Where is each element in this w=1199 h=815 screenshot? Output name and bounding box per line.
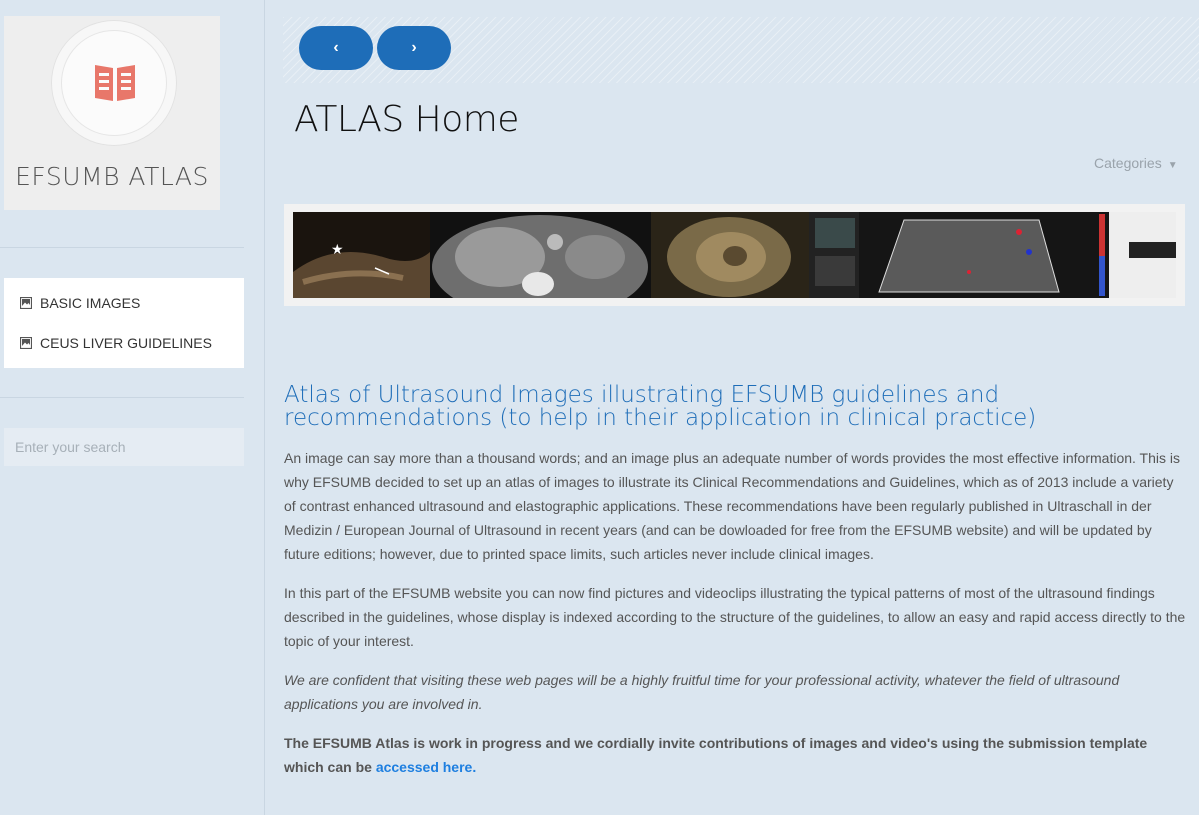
page-title: ATLAS Home [294,99,519,140]
top-nav-bar [283,17,1199,83]
banner [284,204,1185,306]
logo-title: EFSUMB ATLAS [15,162,209,191]
article-headline: Atlas of Ultrasound Images illustrating EFSUMB guidelines and recommendations (to help in their application in clinical practice) [284,382,1037,431]
logo-circle [51,20,177,146]
svg-text:★: ★ [331,241,344,257]
sidebar-item-ceus-liver-guidelines[interactable] [20,331,212,355]
ultrasound-image [293,212,430,298]
sidebar-item-label: BASIC IMAGES [40,295,141,311]
prev-button[interactable] [299,26,373,70]
caret-down-icon: ▼ [1167,160,1178,171]
sidebar-item-basic-images[interactable] [20,291,140,315]
accessed-here-link[interactable]: accessed here [375,759,473,775]
invite-paragraph [284,731,1188,779]
categories-dropdown[interactable] [1094,155,1178,171]
sidebar-divider [0,247,244,248]
sidebar-item-label: CEUS LIVER GUIDELINES [40,335,212,351]
site-logo[interactable] [4,16,220,210]
next-button[interactable] [377,26,451,70]
chevron-right-icon: › [411,39,417,56]
ct-scan-image [430,212,651,298]
italic-paragraph: We are confident that visiting these web pages will be a highly fruitful time for your professional activity, whatever the field of ultrasound applications you are involved in. [284,672,1120,712]
link-period: . [472,759,477,775]
intro-paragraph: An image can say more than a thousand words; and an image plus an adequate number of words provides the most effective information. This is why EFSUMB decided to set up an atlas of images to illustrate its Clinical Recommendations and Guidelines, which as of 2013 include a variety of contrast enhanced ultrasound and elastographic applications. These recommendations have been regularly published in Ultraschall in der Medizin / European Journal of Ultrasound in recent years (and can be dowloaded for free from the EFSUMB website) and will be updated by future editions; however, due to printed space limits, such articles never include clinical images. [284,450,1180,562]
categories-label: Categories [1094,155,1162,171]
book-icon [92,59,138,105]
search-input[interactable] [4,428,244,466]
3d-ultrasound-image [651,212,809,298]
image-icon [20,337,32,349]
chevron-left-icon: ‹ [333,39,339,56]
image-icon [20,297,32,309]
doppler-image [809,212,1176,298]
body-paragraph: In this part of the EFSUMB website you can now find pictures and videoclips illustrating the typical patterns of most of the ultrasound findings described in the guidelines, whose display is indexed according to the structure of the guidelines, to allow an easy and rapid access directly to the topic of your interest. [284,585,1186,649]
sidebar-menu [4,278,244,368]
sidebar [0,0,265,815]
invite-text: The EFSUMB Atlas is work in progress and we cordially invite contributions of images and video's using the submission template which can be [284,735,1148,775]
sidebar-divider [0,397,244,398]
